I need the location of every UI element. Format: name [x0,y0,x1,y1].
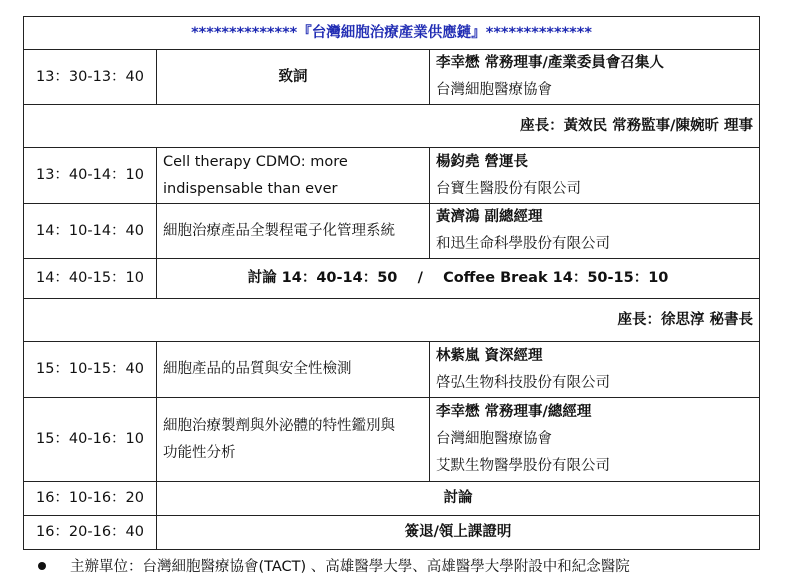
speaker-cell [430,204,760,259]
agenda-row [24,259,760,299]
agenda-row [24,204,760,259]
agenda-row [24,342,760,398]
speaker-cell [430,398,760,482]
speaker-org: 台灣細胞醫療協會 [436,82,552,98]
topic-cell: 細胞治療產品全製程電子化管理系統 [157,204,430,259]
time-slot: 16：10-16：20 [24,482,157,516]
topic-line: Cell therapy CDMO: more [163,153,348,170]
speaker-cell [430,50,760,105]
time-slot: 14：10-14：40 [24,204,157,259]
time-slot: 13：30-13：40 [24,50,157,105]
speaker-name: 李幸懋 常務理事/總經理 [436,404,592,420]
speaker-org: 啓弘生物科技股份有限公司 [436,374,610,391]
speaker-org: 和迅生命科學股份有限公司 [436,236,610,252]
topic-line: 細胞治療製劑與外泌體的特性鑑別與 [163,417,395,434]
organizer-note [38,555,630,576]
speaker-name: 林紫嵐 資深經理 [436,347,543,364]
agenda-row [24,148,760,204]
time-slot: 16：20-16：40 [24,516,157,550]
bullet-icon [38,562,46,570]
banner-row [24,17,760,50]
chair-row [24,299,760,342]
topic-line: 功能性分析 [163,444,236,461]
chair-row [24,105,760,148]
topic-cell: 細胞產品的品質與安全性檢測 [157,342,430,398]
speaker-org: 台灣細胞醫療協會 [436,431,552,447]
agenda-table [23,16,760,550]
topic-cell: 討論 [157,482,760,516]
session-banner: **************『台灣細胞治療產業供應鏈』************** [24,17,760,50]
agenda-row [24,516,760,550]
session-chair: 座長：黃效民 常務監事/陳婉昕 理事 [24,105,760,148]
agenda-row [24,50,760,105]
agenda-row [24,398,760,482]
speaker-org: 艾默生物醫學股份有限公司 [436,458,610,474]
topic-cell: 簽退/領上課證明 [157,516,760,550]
agenda-row [24,482,760,516]
speaker-name: 李幸懋 常務理事/產業委員會召集人 [436,55,664,71]
speaker-org: 台寶生醫股份有限公司 [436,180,581,197]
speaker-name: 楊鈞堯 營運長 [436,153,529,170]
topic-line: indispensable than ever [163,180,338,197]
break-cell: 討論 14：40-14：50 / Coffee Break 14：50-15：10 [157,259,760,299]
topic-cell: 致詞 [157,50,430,105]
time-slot: 14：40-15：10 [24,259,157,299]
time-slot: 15：40-16：10 [24,398,157,482]
speaker-cell [430,148,760,204]
organizer-text: 主辦單位：台灣細胞醫療協會(TACT) 、高雄醫學大學、高雄醫學大學附設中和紀念醫院 [70,559,630,575]
time-slot: 15：10-15：40 [24,342,157,398]
topic-cell [157,148,430,204]
session-chair: 座長：徐思淳 秘書長 [24,299,760,342]
speaker-cell [430,342,760,398]
speaker-name: 黃濟鴻 副總經理 [436,209,543,225]
time-slot: 13：40-14：10 [24,148,157,204]
topic-cell [157,398,430,482]
